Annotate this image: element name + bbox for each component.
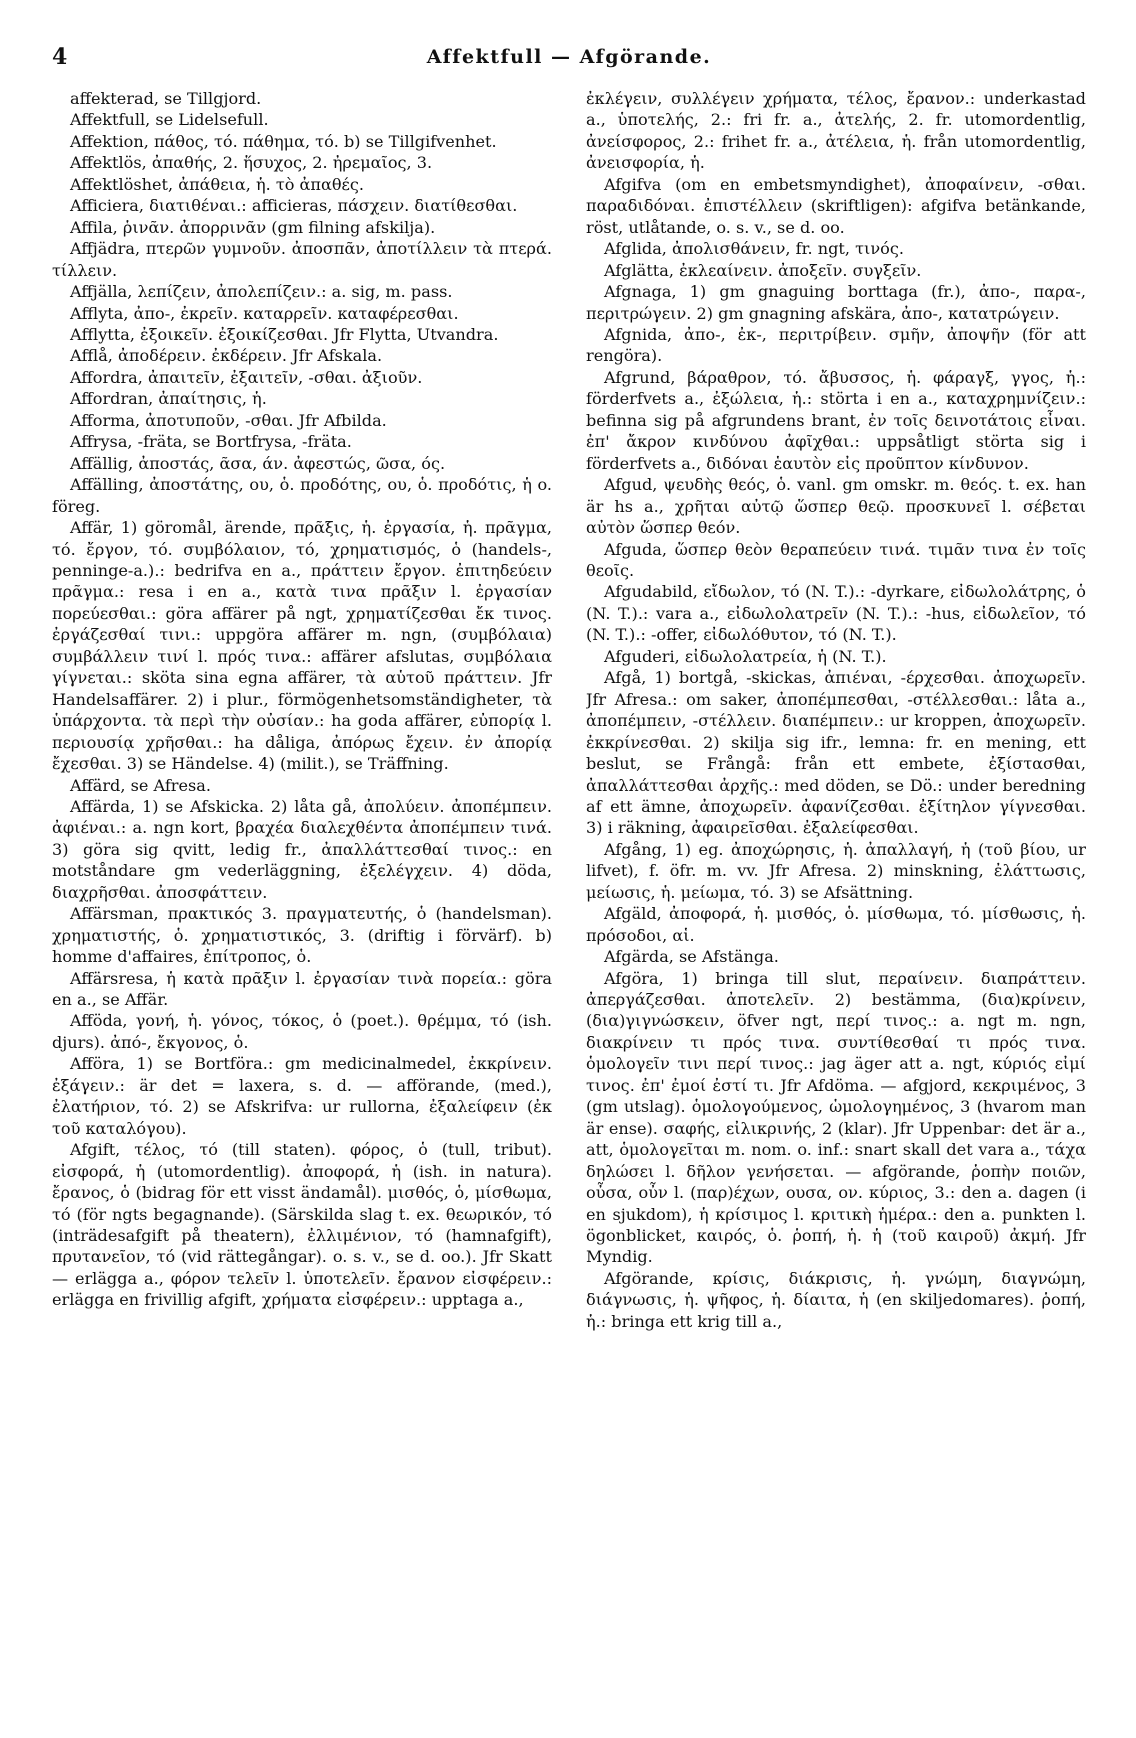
dictionary-entry: Afföra, 1) se Bortföra.: gm medicinalmedel, ἐκκρίνειν. ἐξάγειν.: är det = laxera, s. d. — afförande, (med.), ἐλατήριον, τό. 2) se Afskrifva: ur rullorna, ἐξαλείφειν (ἐκ τοῦ καταλόγου). [52,1054,552,1138]
dictionary-entry: Afflyta, ἀπο-, ἐκρεῖν. καταρρεῖν. καταφέρεσθαι. [70,303,459,323]
dictionary-entry: Affektlös, ἀπαθής, 2. ἥσυχος, 2. ἠρεμαῖος, 3. [70,153,433,173]
dictionary-entry: affekterad, se Tillgjord. [70,89,262,108]
dictionary-entry: Afgörande, κρίσις, διάκρισις, ἡ. γνώμη, διαγνώμη, διάγνωσις, ἡ. ψῆφος, ἡ. δίαιτα, ἡ (en skiljedomares). ῥοπή, ἡ.: bringa ett krig till a., [586,1268,1086,1331]
dictionary-entry: Affjädra, πτερῶν γυμνοῦν. ἀποσπᾶν, ἀποτίλλειν τὰ πτερά. τίλλειν. [52,239,552,280]
left-column [52,88,552,1704]
dictionary-entry: Afglätta, ἐκλεαίνειν. ἀποξεῖν. συγξεῖν. [604,260,922,280]
dictionary-entry: Affjälla, λεπίζειν, ἀπολεπίζειν.: a. sig, m. pass. [70,282,453,302]
dictionary-entry: Afgudabild, εἴδωλον, τό (N. T.).: -dyrkare, εἰδωλολάτρης, ὁ (N. T.).: vara a., εἰδωλολατρεῖν (N. T.).: -hus, εἰδωλεῖον, τό (N. T.).: -offer, εἰδωλόθυτον, τό (N. T.). [586,582,1086,645]
dictionary-entry: Affordran, ἀπαίτησις, ἡ. [70,389,267,409]
dictionary-entry: ἐκλέγειν, συλλέγειν χρήματα, τέλος, ἔρανον.: underkastad a., ὑποτελής, 2.: fri fr. a., ἀτελής, 2. fr. utomordentlig, ἀνείσφορος, 2.: frihet fr. a., ἀτέλεια, ἡ. från utomordentlig, ἀνεισφορία, ἡ. [586,89,1086,173]
dictionary-entry: Afgärda, se Afstänga. [604,947,779,967]
dictionary-entry: Affärd, se Afresa. [70,775,211,795]
dictionary-entry: Afglida, ἀπολισθάνειν, fr. ngt, τινός. [604,239,904,259]
running-head: Affektfull — Afgörande. [426,46,712,68]
dictionary-entry: Afguderi, εἰδωλολατρεία, ἡ (N. T.). [604,646,887,666]
dictionary-entry: Affila, ῥινᾶν. ἀπορρινᾶν (gm filning afskilja). [70,217,436,237]
dictionary-entry: Afflå, ἀποδέρειν. ἐκδέρειν. Jfr Afskala. [70,346,383,366]
text-columns [52,88,1086,1704]
dictionary-entry: Affärsresa, ἡ κατὰ πρᾶξιν l. ἐργασίαν τινὰ πορεία.: göra en a., se Affär. [52,968,552,1010]
dictionary-entry: Afgång, 1) eg. ἀποχώρησις, ἡ. ἀπαλλαγή, ἡ (τοῦ βίου, ur lifvet), f. öfr. m. vv. Jfr Afresa. 2) minskning, ἐλάττωσις, μείωσις, ἡ. μείωμα, τό. 3) se Afsättning. [586,839,1086,902]
dictionary-entry: Affällig, ἀποστάς, ᾶσα, άν. ἀφεστώς, ῶσα, ός. [70,453,446,473]
dictionary-entry: Afgrund, βάραθρον, τό. ἄβυσσος, ἡ. φάραγξ, γγος, ἡ.: förderfvets a., ἐξώλεια, ἡ.: störta i en a., καταχρημνίζειν.: befinna sig på afgrundens brant, ἐν τοῖς δεινοτάτοις εἶναι. ἐπ' ἄκρον κινδύνου ἀφῖχθαι.: uppsåtligt störta sig i förderfvets a., διδόναι ἑαυτὸν εἰς προῦπτον κίνδυνον. [586,367,1086,473]
dictionary-entry: Affärsman, πρακτικός 3. πραγματευτής, ὁ (handelsman). χρηματιστής, ὁ. χρηματιστικός, 3. (driftig i förvärf). b) homme d'affaires, ἐπίτροπος, ὁ. [52,904,552,967]
dictionary-page [52,44,1086,1704]
dictionary-entry: Afficiera, διατιθέναι.: afficieras, πάσχειν. διατίθεσθαι. [70,196,518,216]
dictionary-entry: Afgå, 1) bortgå, -skickas, ἀπιέναι, -έρχεσθαι. ἀποχωρεῖν. Jfr Afresa.: om saker, ἀποπέμπεσθαι, -στέλλεσθαι.: låta a., ἀποπέμπειν, -στέλλειν. διαπέμπειν.: ur kroppen, ἀποχωρεῖν. ἐκκρίνεσθαι. 2) skilja sig ifr., lemna: fr. en mening, ett beslut, se Frångå: från ett embete, ἐξίστασθαι, ἀπαλλάττεσθαι ἀρχῆς.: med döden, se Dö.: under beredning af ett ämne, ἀποχωρεῖν. ἀφανίζεσθαι. ἐξίτηλον γίγνεσθαι. 3) i räkning, ἀφαιρεῖσθαι. ἐξαλείφεσθαι. [586,668,1086,838]
dictionary-entry: Afgud, ψευδὴς θεός, ὁ. vanl. gm omskr. m. θεός. t. ex. han är hs a., χρῆται αὐτῷ ὥσπερ θεῷ. προσκυνεῖ l. σέβεται αὐτὸν ὥσπερ θεόν. [586,475,1086,538]
dictionary-entry: Afgift, τέλος, τό (till staten). φόρος, ὁ (tull, tribut). εἰσφορά, ἡ (utomordentlig). ἀποφορά, ἡ (ish. in natura). ἔρανος, ὁ (bidrag för ett visst ändamål). μισθός, ὁ, μίσθωμα, τό (för ngts begagnande). (Särskilda slag t. ex. θεωρικόν, τό (inträdesafgift på theatern), ἐλλιμένιον, τό (hamnafgift), πρυτανεῖον, τό (vid rättegångar). o. s. v., se d. oo.). Jfr Skatt — erlägga a., φόρον τελεῖν l. ὑποτελεῖν. ἔρανον εἰσφέρειν.: erlägga en frivillig afgift, χρήματα εἰσφέρειν.: upptaga a., [52,1140,552,1310]
dictionary-entry: Affärda, 1) se Afskicka. 2) låta gå, ἀπολύειν. ἀποπέμπειν. ἀφιέναι.: a. ngn kort, βραχέα διαλεχθέντα ἀποπέμπειν τινά. 3) göra sig qvitt, ledig fr., ἀπαλλάττεσθαί τινος.: en motståndare gm vederläggning, ἐξελέγχειν. 4) döda, διαχρῆσθαι. ἀποσφάττειν. [52,796,552,902]
dictionary-entry: Afguda, ὥσπερ θεὸν θεραπεύειν τινά. τιμᾶν τινα ἐν τοῖς θεοῖς. [586,539,1086,580]
page-header [52,44,1086,78]
dictionary-entry: Afgöra, 1) bringa till slut, περαίνειν. διαπράττειν. ἀπεργάζεσθαι. ἀποτελεῖν. 2) bestämma, (δια)κρίνειν, (δια)γιγνώσκειν, öfver ngt, περί τινος.: a. ngt m. ngn, διακρίνειν τι πρός τινα. συντίθεσθαί τι πρός τινα. ὁμολογεῖν τινι περί τινος.: jag äger att a. ngt, κύριός εἰμί τινος. ἐπ' ἐμοί ἐστί τι. Jfr Afdöma. — afgjord, κεκριμένος, 3 (gm utslag). ὁμολογούμενος, ὡμολογημένος, 3 (hvarom man är ense). σαφής, εἰλικρινής, 2 (klar). Jfr Uppenbar: det är a., att, ὁμολογεῖται m. nom. o. inf.: snart skall det vara a., τάχα δηλώσει l. δῆλον γενήσεται. — afgörande, ῥοπὴν ποιῶν, οὖσα, οὖν l. (παρ)έχων, ουσα, ον. κύριος, 3.: den a. dagen (i en sjukdom), ἡ κρίσιμος l. κριτικὴ ἡμέρα.: den a. punkten l. ögonblicket, καιρός, ὁ. ῥοπή, ἡ. ἡ (τοῦ καιροῦ) ἀκμή. Jfr Myndig. [586,968,1086,1267]
dictionary-entry: Affälling, ἀποστάτης, ου, ὁ. προδότης, ου, ὁ. προδότις, ἡ o. föreg. [52,475,552,516]
dictionary-entry: Afgäld, ἀποφορά, ἡ. μισθός, ὁ. μίσθωμα, τό. μίσθωσις, ἡ. πρόσοδοι, αἱ. [586,904,1086,945]
dictionary-entry: Affrysa, -fräta, se Bortfrysa, -fräta. [70,432,352,452]
dictionary-entry: Affordra, ἀπαιτεῖν, ἐξαιτεῖν, -σθαι. ἀξιοῦν. [70,367,423,387]
dictionary-entry: Afgnaga, 1) gm gnaguing borttaga (fr.), ἀπο-, παρα-, περιτρώγειν. 2) gm gnagning afskära, ἀπο-, κατατρώγειν. [586,282,1086,323]
dictionary-entry: Affär, 1) göromål, ärende, πρᾶξις, ἡ. ἐργασία, ἡ. πρᾶγμα, τό. ἔργον, τό. συμβόλαιον, τό, χρηματισμός, ὁ (handels-, penninge-a.).: bedrifva en a., πράττειν ἔργον. ἐπιτηδεύειν πρᾶγμα.: resa i en a., κατὰ τινα πρᾶξιν l. ἐργασίαν πορεύεσθαι.: göra affärer på ngt, χρηματίζεσθαι ἔκ τινος. ἐργάζεσθαί τινι.: uppgöra affärer m. ngn, (συμβόλαια) συμβάλλειν τινί l. πρός τινα.: affärer afslutas, συμβόλαια γίγνεται.: sköta sina egna affärer, τὰ αὑτοῦ πράττειν. Jfr Handelsaffärer. 2) i plur., förmögenhetsomständigheter, τὰ ὑπάρχοντα. τὰ περὶ τὴν οὐσίαν.: ha goda affärer, εὐπορίᾳ l. περιουσίᾳ χρῆσθαι.: ha dåliga, ἀπόρως ἔχειν. ἐν ἀπορίᾳ ἔχεσθαι. 3) se Händelse. 4) (milit.), se Träffning. [52,518,552,774]
right-column [586,88,1086,1704]
dictionary-entry: Affektion, πάθος, τό. πάθημα, τό. b) se Tillgifvenhet. [70,131,497,151]
dictionary-entry: Afföda, γονή, ἡ. γόνος, τόκος, ὁ (poet.). θρέμμα, τό (ish. djurs). ἀπό-, ἔκγονος, ὁ. [52,1011,552,1052]
dictionary-entry: Afgnida, ἀπο-, ἐκ-, περιτρίβειν. σμῆν, ἀποψῆν (för att rengöra). [586,324,1086,366]
dictionary-entry: Affektfull, se Lidelsefull. [70,110,269,130]
dictionary-entry: Afgifva (om en embetsmyndighet), ἀποφαίνειν, -σθαι. παραδιδόναι. ἐπιστέλλειν (skriftligen): afgifva betänkande, röst, utlåtande, o. s. v., se d. oo. [586,174,1086,237]
dictionary-entry: Affektlöshet, ἀπάθεια, ἡ. τὸ ἀπαθές. [70,174,365,194]
page-number: 4 [52,44,68,70]
dictionary-entry: Afflytta, ἐξοικεῖν. ἐξοικίζεσθαι. Jfr Flytta, Utvandra. [70,324,499,344]
dictionary-entry: Afforma, ἀποτυποῦν, -σθαι. Jfr Afbilda. [70,410,387,430]
